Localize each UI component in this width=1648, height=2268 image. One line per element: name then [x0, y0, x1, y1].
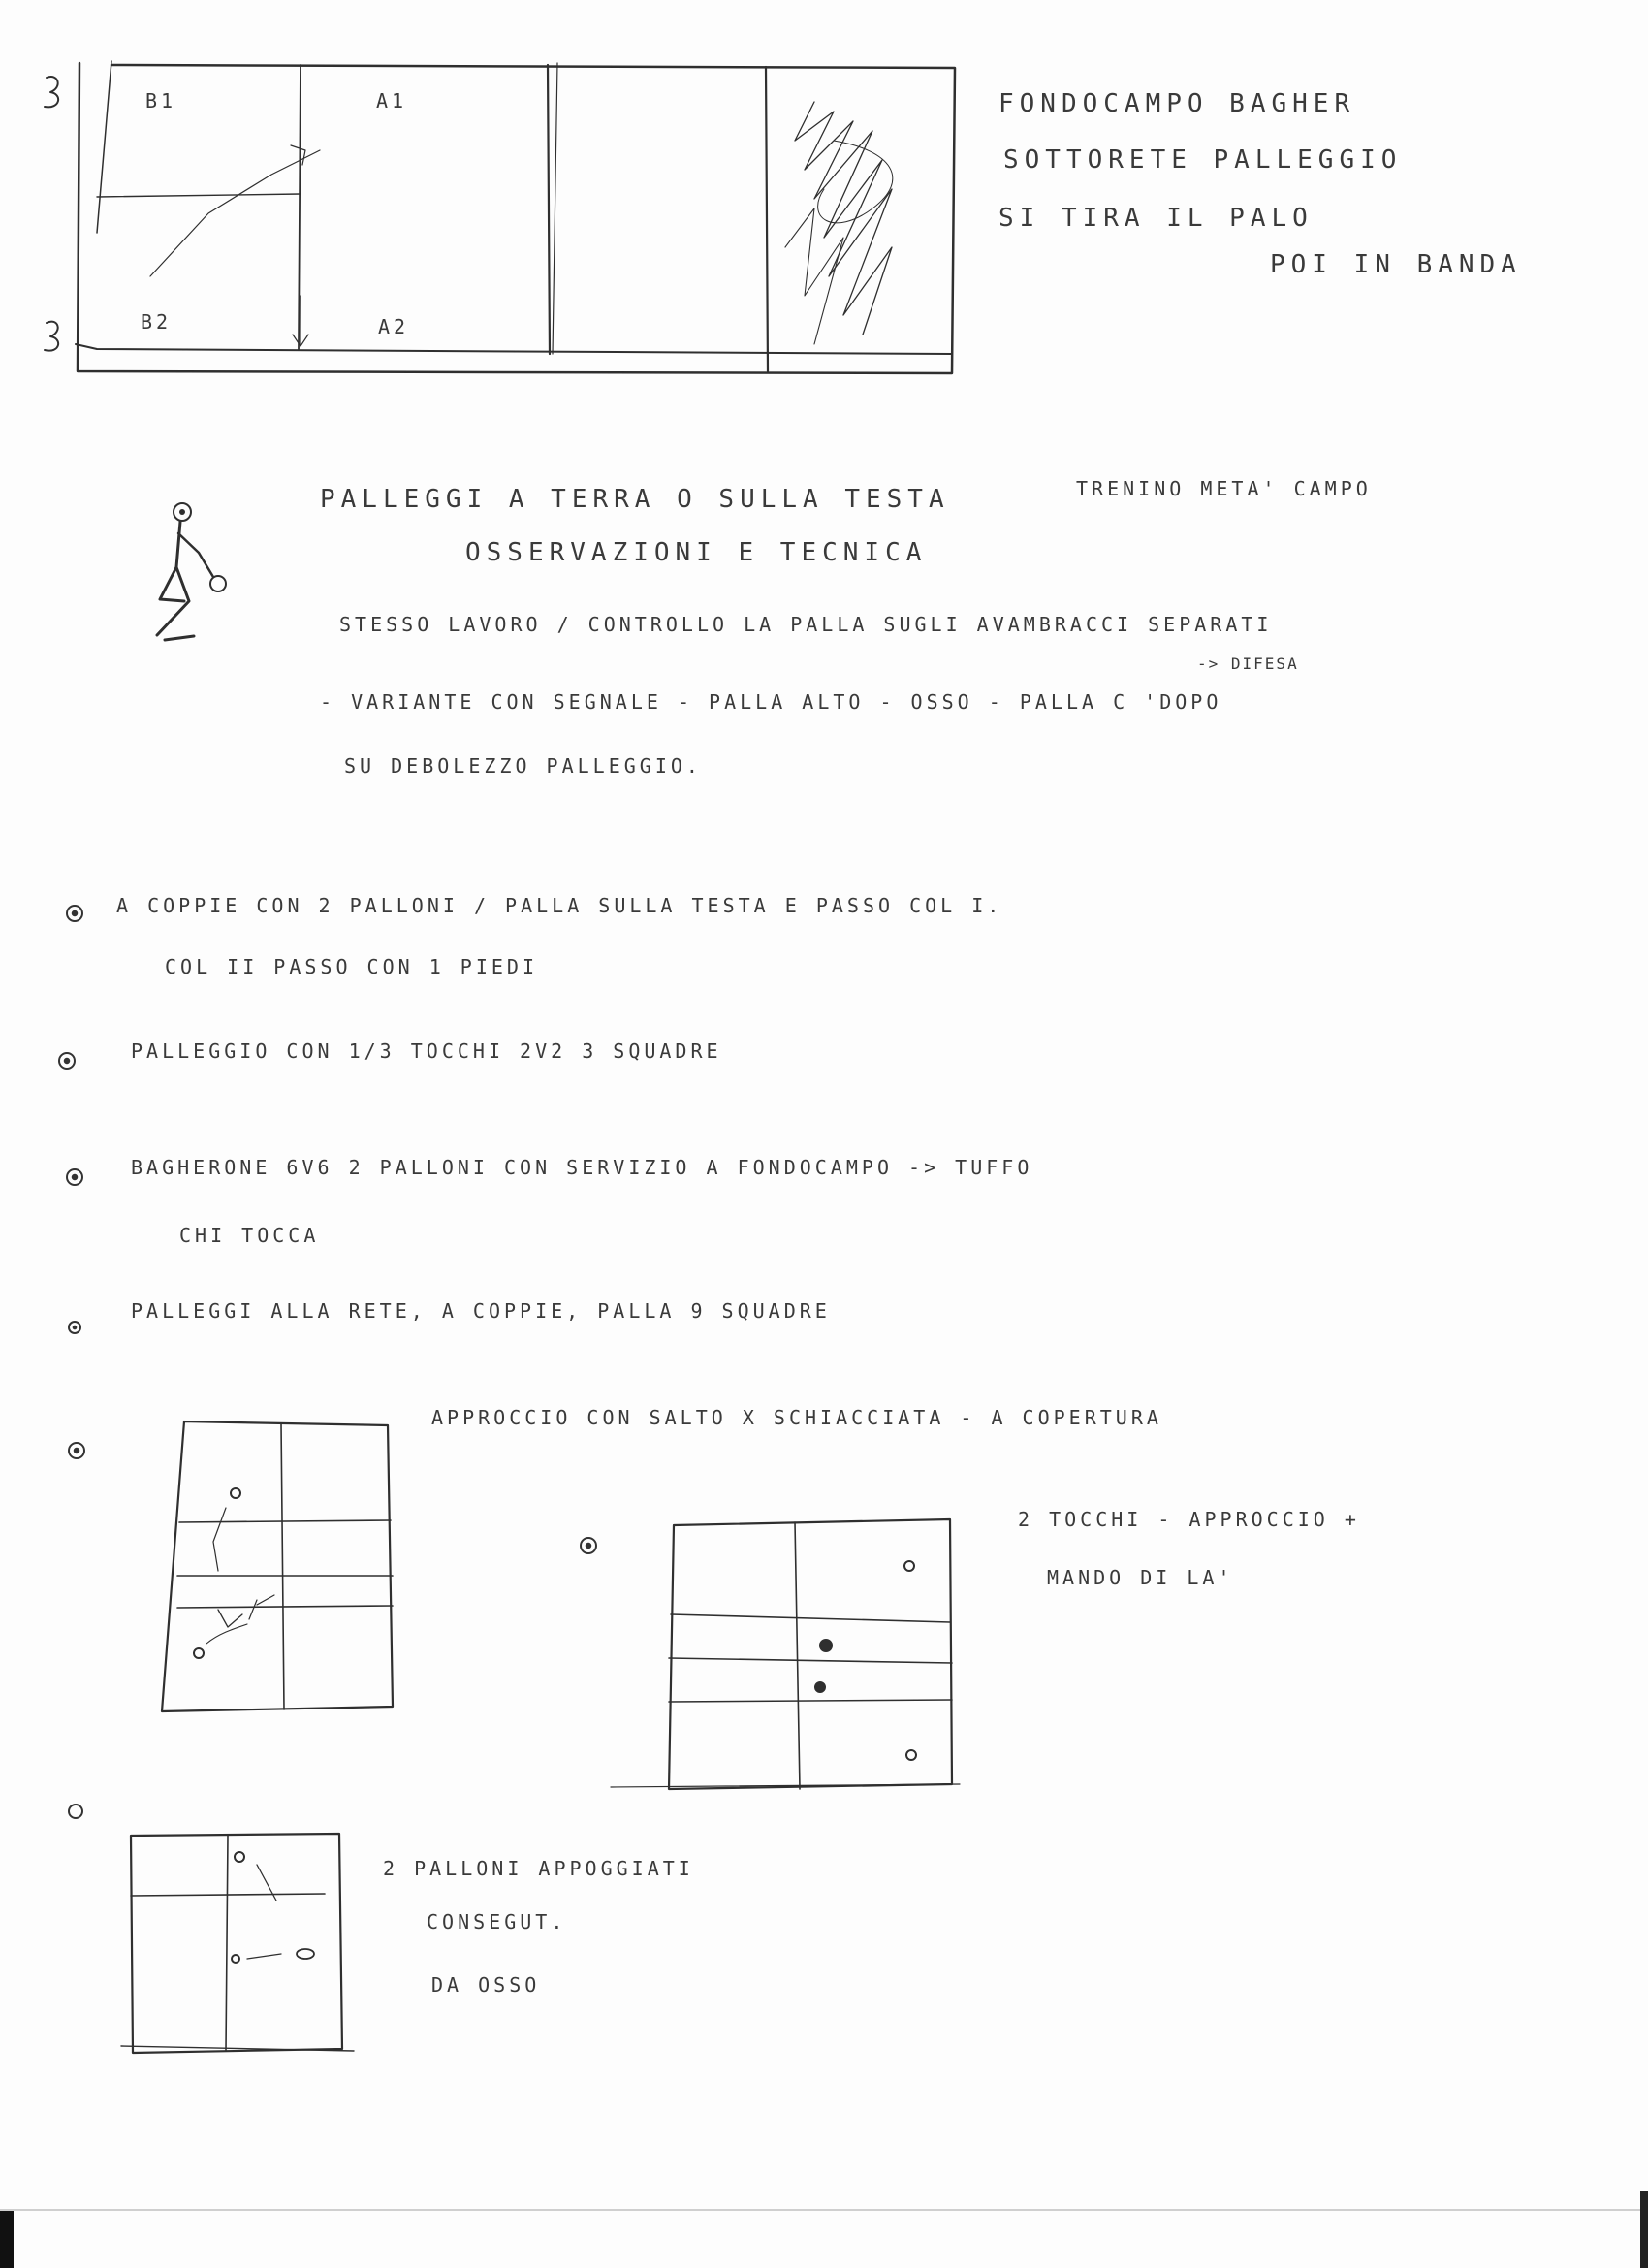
bullet1-line2: COL II PASSO CON 1 PIEDI — [165, 955, 538, 978]
bullet2-line1: PALLEGGIO CON 1/3 TOCCHI 2V2 3 SQUADRE — [131, 1039, 722, 1063]
bullet-icon-2 — [58, 1052, 76, 1070]
scan-edge-bottom — [0, 2209, 1648, 2211]
diagram1-label-a1: A1 — [376, 89, 408, 112]
bullet-icon-5 — [68, 1442, 85, 1459]
section1-line3: STESSO LAVORO / CONTROLLO LA PALLA SUGLI AVAMBRACCI SEPARATI — [339, 613, 1273, 636]
diagram1-note-4: POI IN BANDA — [1270, 250, 1522, 279]
diagram1-note-2: SOTTORETE PALLEGGIO — [1003, 145, 1403, 175]
bullet-icon-4 — [68, 1321, 81, 1334]
scan-edge-right — [1640, 2191, 1648, 2268]
court-diagram-approach — [160, 1416, 412, 1726]
section1-line4: - VARIANTE CON SEGNALE - PALLA ALTO - OSSO - PALLA C 'DOPO — [320, 690, 1222, 714]
scan-edge-left — [0, 2211, 14, 2268]
bullet-icon-3 — [66, 1168, 83, 1186]
bullet-icon-1 — [66, 905, 83, 922]
diagram1-label-b2: B2 — [141, 310, 173, 334]
section1-line5: SU DEBOLEZZO PALLEGGIO. — [344, 754, 702, 778]
diagram1-note-3: SI TIRA IL PALO — [998, 204, 1314, 233]
court-diagram-top — [39, 53, 969, 383]
bullet-icon-6 — [580, 1537, 597, 1554]
bullet1-line1: A COPPIE CON 2 PALLONI / PALLA SULLA TESTA E PASSO COL I. — [116, 894, 1003, 917]
court-diagram-two-touches — [611, 1508, 960, 1799]
diagram1-label-a2: A2 — [378, 315, 410, 338]
court-diagram-bottom — [121, 1828, 354, 2060]
diagram1-label-b1: B1 — [145, 89, 177, 112]
section1-line2: OSSERVAZIONI E TECNICA — [465, 538, 928, 567]
diagram3-note-2: MANDO DI LA' — [1047, 1566, 1234, 1589]
stick-figure-drawing — [145, 495, 233, 650]
section1-line1: PALLEGGI A TERRA O SULLA TESTA — [320, 485, 950, 514]
bullet4-line1: PALLEGGI ALLA RETE, A COPPIE, PALLA 9 SQUADRE — [131, 1299, 831, 1323]
diagram4-note-3: DA OSSO — [431, 1973, 541, 1996]
diagram4-note-1: 2 PALLONI APPOGGIATI — [383, 1857, 694, 1880]
diagram2-note: APPROCCIO CON SALTO X SCHIACCIATA - A COPERTURA — [431, 1406, 1162, 1429]
bullet-icon-7 — [68, 1804, 83, 1819]
diagram3-note-1: 2 TOCCHI - APPROCCIO + — [1018, 1508, 1360, 1531]
section1-line1b: TRENINO META' CAMPO — [1076, 477, 1372, 500]
section1-line4-note: -> DIFESA — [1197, 655, 1299, 673]
diagram4-note-2: CONSEGUT. — [427, 1910, 567, 1933]
bullet3-line2: CHI TOCCA — [179, 1224, 320, 1247]
diagram1-note-1: FONDOCAMPO BAGHER — [998, 89, 1356, 118]
bullet3-line1: BAGHERONE 6V6 2 PALLONI CON SERVIZIO A FONDOCAMPO -> TUFFO — [131, 1156, 1033, 1179]
